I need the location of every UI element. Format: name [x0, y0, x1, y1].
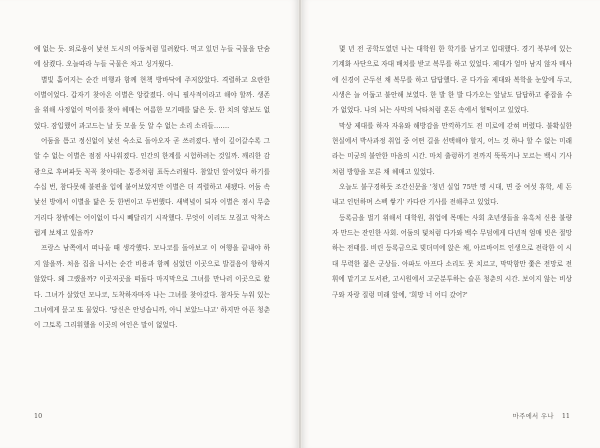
paragraph: 별빛 흩어지는 순간 비행과 함께 현책 방바닥에 주저앉았다. 격렬하고 요란한 이별이었다. 갑자기 찾아온 이별은 앙칼졌다. 아니 필사적이라고 해야 할까. 생존을 위해 사정없이 먹이를 찾아 헤매는 여름한 모기떼를 닮은 듯. 한 치의 양보도 없었다. 잠입했어 과고드는 날 듯 모을 듯 알 수 없는 소리 소리들…….: [34, 75, 270, 130]
paragraph: 오늘도 불구경하듯 조간신문을 '청년 실업 75만 명 시대, 면 중 여섯 휴학, 세 돈 내고 인턴하며 스펙 쌓기' 카다란 기사를 전해주고 있었다.: [332, 183, 572, 207]
paragraph: 어둠을 틈고 정신없이 낯선 숙소로 돌아오자 곧 쓰러졌다. 밤이 깊어갈수록 그 알 수 없는 이별은 점점 사나워졌다. 인간의 한계를 시험하려는 것일까. 깨리한 감광으로 후벼파듯 꼭꼭 찾아대는 통증처럼 표독스러웠다. 참았던 앞이었다 하기를 수십 번, 참다못해 불편을 입에 붙어보았지만 이별은 더 격렬하고 새됐다. 어둠 속 낯선 방에서 이별을 닮은 듯 한번이고 두번했다. 새벽녘이 되자 이별은 점시 무춤거리다 창밖에는 어이없이 다시 빼달리기 시작했다. 무엇이 이리도 모질고 악착스럽게 보채고 있을까?: [34, 137, 270, 238]
page-number: [513, 411, 570, 420]
paragraph: 막상 제대를 하자 자유와 해방감을 만끽하기도 전 미로에 갇혀 버렸다. 불확실한 현실에서 박사과정 취업 중 어떤 길을 선택해야 할지, 어느 것 하나 할 수 없는 미래라는 미궁의 불안한 마음의 시간. 마치 출렁하기 전까지 뚝뚝거나 모르는 백시 기사처럼 방향을 모른 채 헤매고 있었다.: [332, 121, 572, 176]
paragraph: 프랑스 남쪽에서 떠나올 때 생각했다. 모나코를 돌아보고 이 여행을 끝내야 하지 않을까. 처음 집을 나서는 순간 비용과 함께 심었던 이곳으로 발걸음이 향하지 않았다. 왜 그랬을까? 이곳저곳을 떠돌다 마지막으로 그녀를 만나러 이곳으로 왔다. 그녀가 살았던 모나코, 도착하자마자 나는 그녀를 찾아갔다. 참자듯 누워 있는 그녀에게 묻고 또 물었다. '당신은 안녕습니까, 아니 보았느냐고' 하지만 아픈 청춘이 그토록 그리워했을 이곳의 여인은 말이 없었다.: [34, 244, 270, 330]
left-page-body: [34, 42, 270, 334]
page-number: [34, 412, 42, 420]
paragraph: 등록금을 벌기 위해서 대학원, 취업에 목매는 사회 초년생들을 유흑처 신용 불량자 만드는 잔인한 사회. 어둠의 덫처럼 다가와 백수 무덤에게 다년적 엄매 빗은 절망하는 전태를. 비린 등록금으로 빚더미에 앉은 채, 아르바이트 인생으로 전락한 이 시대 무력한 젊은 군상들. 아파도 아프다 소리도 못 치르고, 막막함만 쫓은 전망로 전휘에 맡기고 도서관, 고시원에서 고군분투하는 슬픈 청춘의 시간. 보이지 않는 비상구와 자랑 질렁 미래 앞에, '희망 너 어디 갔어?': [332, 213, 572, 299]
book-gutter: [299, 0, 301, 448]
running-head: 마주에서 우나: [512, 412, 554, 420]
paragraph: 몇 년 전 공학도였던 나는 대학원 한 학기를 남기고 입대했다. 경기 북부에 있는 기계화 사단으로 자대 배치를 받고 복무를 하고 있었다. 제대가 얼마 남지 않자 매사에 신경이 곤두선 채 복무를 하고 답답했다. 곧 다가올 제대와 복학을 눈앞에 두고, 시생은 늘 어둡고 불안해 보였다. 한 발 한 발 다가오는 앞날도 답답하고 좋잡을 수가 없었다. 나의 뇌는 사막의 낙타처럼 혼돈 속에서 헐떡이고 있었다.: [332, 45, 572, 115]
right-page-body: [332, 42, 572, 303]
folio-number: 10: [34, 412, 43, 420]
folio-number: 11: [561, 412, 570, 420]
right-page: [302, 0, 600, 448]
left-page: [0, 0, 298, 448]
paragraph: 예 없는 듯. 외로움이 낯선 도시의 어둠처럼 밀려왔다. 먹고 있던 누들 국물을 단숨에 삼켰다. 오늘따라 누들 국물은 차고 싱거웠다.: [34, 45, 270, 69]
